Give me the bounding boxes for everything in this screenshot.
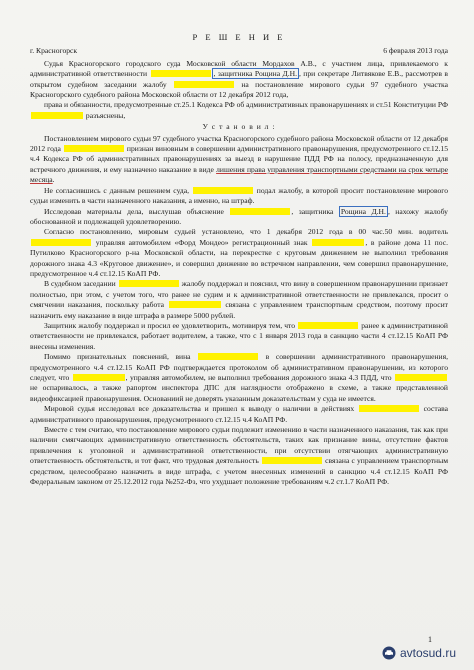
sentence-change-paragraph: Вместе с тем считаю, что постановление мирового судьи подлежит изменению в части назначенного наказания, так как при наличии смягчающих административную ответственность обстоятельств, таких как признание вины, отсутствие фактов привлечения к уголовной и административной ответственности, при отсутствии отягчающих административную ответственность обстоятельств, и тот факт, что трудовая деятельность связана с управлением транспортным средством, целесообразно назначить в виде штрафа, с учетом внесенных изменений в санкцию ч.4 ст.12.15 КоАП РФ Федеральным законом от 25.12.2012 года №252-Фз, что ухудшает положение требованиям ч.2 ст.1.7 КоАП РФ.: [30, 425, 449, 487]
redaction-highlight: [230, 208, 290, 215]
redaction-highlight: [73, 374, 125, 381]
page-number: 1: [428, 635, 432, 644]
watermark-text: avtosud.ru: [399, 646, 456, 660]
date: 6 февраля 2013 года: [383, 46, 448, 56]
redaction-highlight: [169, 301, 221, 308]
redaction-highlight: [395, 374, 447, 381]
rights-paragraph: права и обязанности, предусмотренные ст.25.1 Кодекса РФ об административных правонарушениях и ст.51 Конституции РФ разъяснены,: [30, 100, 448, 121]
appeal-paragraph: Не согласившись с данным решением суда, подал жалобу, в которой просит постановление мирового судьи изменить в части назначенного наказания, а именно, на штраф.: [30, 185, 448, 206]
redaction-highlight: [151, 70, 211, 77]
redaction-highlight: [64, 145, 124, 152]
redaction-highlight: [359, 405, 419, 412]
hearing-paragraph: В судебном заседании жалобу поддержал и пояснил, что вину в совершенном правонарушении признает полностью, при этом, с учетом того, что ранее не судим и к административной ответственности не привлекался, просит о смягчении наказания, поскольку работа связана с управлением транспортным средством, поэтому просит назначить ему наказание в виде штрафа в размере 5000 рублей.: [30, 279, 448, 320]
facts-paragraph: Согласно постановлению, мировым судьей установлено, что 1 декабря 2012 года в 00 час.50 мин. водитель управляя автомобилем «Форд Мондео» регистрационный знак , в районе дома 11 пос. Путилково Красногорского р-на Московской области, на перекрестке с круговым движением не выполнил требования дорожного знака 4.3 «Круговое движение», и совершил движение во встречном направлении, чем совершил правонарушение, предусмотренное ч.4 ст.12.15 КоАП РФ.: [30, 227, 448, 278]
review-paragraph: Исследовав материалы дела, выслушав объяснение , защитника Рощина Д.Н. , нахожу жалобу обоснованной и подлежащей удовлетворению.: [30, 206, 448, 226]
ruling-paragraph: Постановлением мирового судьи 97 судебного участка Красногорского судебного района Московской области от 12 декабря 2012 года признан виновным в совершении административного правонарушения, предусмотренного ст.12.15 ч.4 Кодекса РФ об административных правонарушениях за выезд в нарушение ПДД РФ на полосу, предназначенную для встречного движения, и ему назначено наказание в виде лишения права управления транспортными средствами на срок четыре месяца.: [30, 133, 448, 185]
redaction-highlight: [31, 112, 83, 119]
defender-paragraph: Защитник жалобу поддержал и просил ее удовлетворить, мотивируя тем, что ранее к административной ответственности не привлекался, работает водителем, а также, что с 1 января 2013 года в санкцию части 4 ст.12.15 КоАП РФ внесены изменения.: [30, 320, 448, 351]
boxed-defender: , защитника Рощина Д.Н.: [213, 69, 297, 79]
redaction-highlight: [312, 239, 364, 246]
section-heading: У с т а н о в и л :: [202, 122, 276, 132]
watermark: [382, 646, 456, 660]
underlined-penalty: лишения права управления транспортными средствами на срок четыре месяца: [30, 164, 448, 185]
redaction-highlight: [31, 239, 91, 246]
document-title: Р Е Ш Е Н И Е: [192, 32, 286, 42]
evidence-paragraph: Помимо признательных пояснений, вина в совершении административного правонарушения, предусмотренного ч.4 ст.12.15 КоАП РФ подтверждается протоколом об административном правонарушении, из которого следует, что , управляя автомобилем, не выполнил требования дорожного знака 4.3 ПДД, что не оспаривалось, а также рапортом инспектора ДПС для наглядности отображено в схеме, а также представленной видеофиксацией правонарушения. Основаниий не доверять указанным доказательствам у суда не имеется.: [30, 352, 448, 403]
car-icon: [382, 646, 396, 660]
place-date-row: [30, 46, 448, 56]
boxed-defender-2: Рощина Д.Н.: [340, 206, 386, 216]
intro-paragraph: Судья Красногорского городского суда Московской области Мордахов А.В., с участием лица, привлекаемого к административной ответственности , защитника Рощина Д.Н. , при секретаре Литвякове Е.В., рассмотрев в открытом судебном заседании жалобу на постановление мирового судьи 97 судебного участка Красногорского судебного района Московской области от 12 декабря 2012 года,: [30, 58, 449, 100]
place: г. Красногорск: [30, 46, 78, 56]
redaction-highlight: [298, 322, 358, 329]
conclusion-paragraph: Мировой судья исследовал все доказательства и пришел к выводу о наличии в действиях состава административного правонарушения, предусмотренного ст.12.15 ч.4 КоАП РФ.: [30, 404, 448, 424]
redaction-highlight: [193, 187, 253, 194]
court-decision: [30, 32, 448, 487]
redaction-highlight: [119, 280, 179, 287]
redaction-highlight: [174, 81, 234, 88]
redaction-highlight: [198, 353, 258, 360]
redaction-highlight: [262, 457, 322, 464]
